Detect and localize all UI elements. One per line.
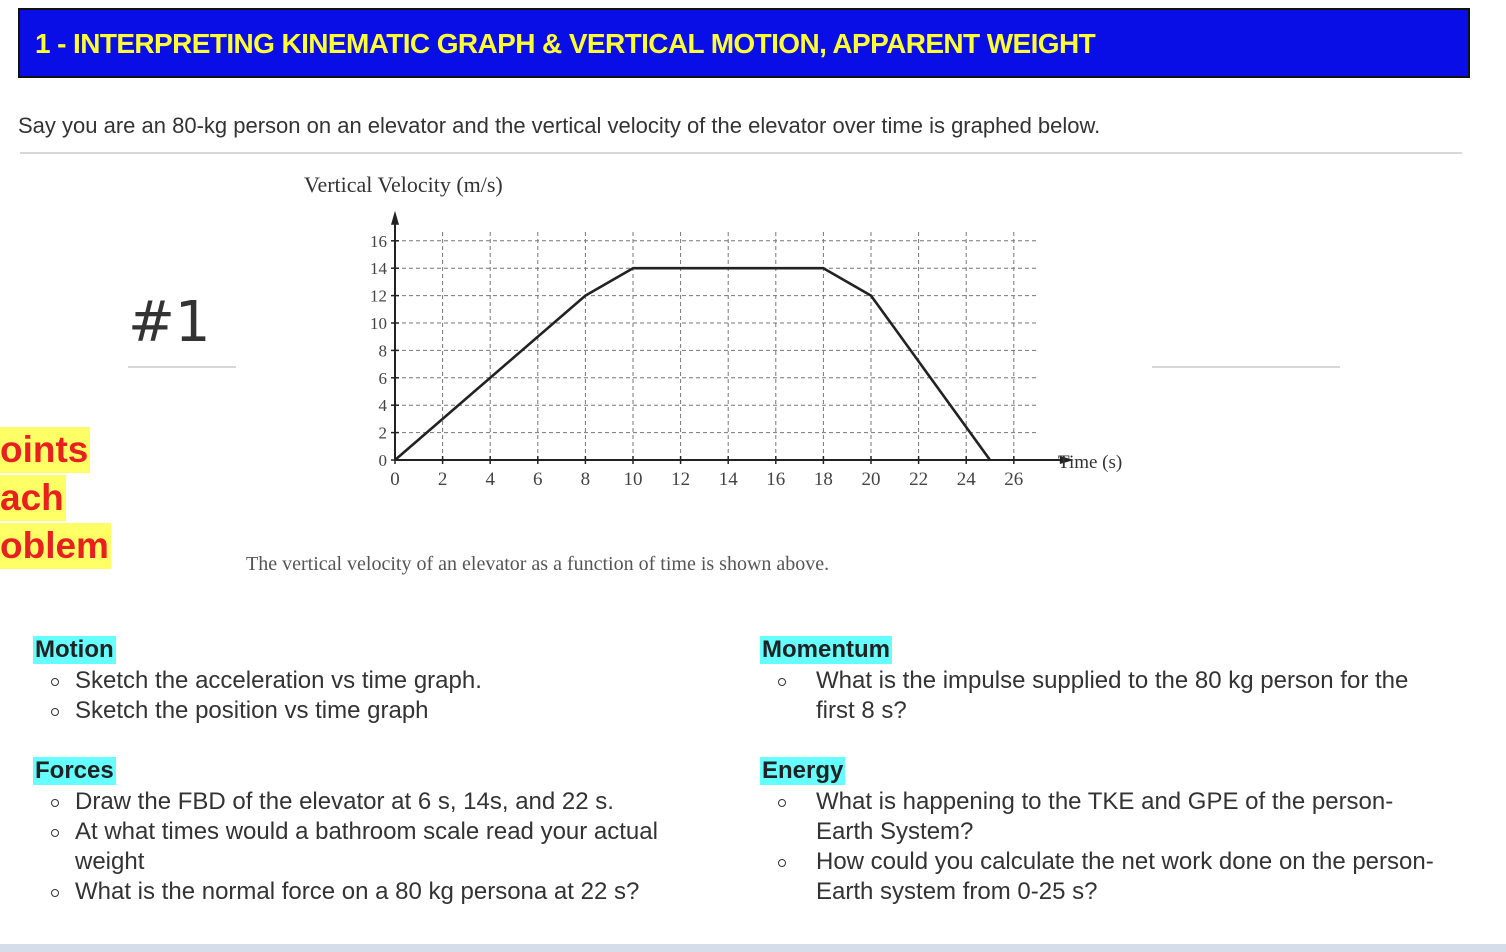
bottom-strip: [0, 944, 1506, 952]
number-underline: [128, 366, 236, 368]
question-list: [33, 666, 733, 726]
y-tick-label: 0: [378, 451, 387, 470]
question-list: [33, 787, 733, 907]
question-item: Sketch the position vs time graph: [33, 696, 733, 726]
section-heading: Forces: [35, 757, 114, 784]
x-tick-label: 12: [671, 469, 691, 490]
problem-number: #1: [128, 290, 211, 355]
x-tick-label: 6: [533, 469, 543, 490]
points-label-line-1: oints: [0, 427, 90, 473]
y-tick-label: 8: [378, 341, 387, 361]
x-tick-label: 24: [956, 469, 976, 490]
question-item: Draw the FBD of the elevator at 6 s, 14s, and 22 s.: [33, 787, 733, 817]
page-title: 1 - INTERPRETING KINEMATIC GRAPH & VERTICAL MOTION, APPARENT WEIGHT: [35, 28, 1096, 59]
question-item: At what times would a bathroom scale read your actual weight: [33, 817, 733, 877]
divider: [20, 152, 1462, 154]
section-heading: Momentum: [762, 636, 890, 663]
intro-text: Say you are an 80-kg person on an elevator and the vertical velocity of the elevator over time is graphed below.: [18, 113, 1101, 138]
velocity-time-chart: [240, 160, 1160, 510]
x-axis-label: Time (s): [1058, 452, 1123, 473]
y-tick-label: 6: [378, 368, 387, 388]
question-list: [760, 666, 1440, 726]
x-tick-label: 18: [813, 469, 833, 490]
section-heading: Energy: [762, 757, 844, 784]
x-tick-label: 22: [909, 469, 929, 490]
y-tick-label: 12: [370, 286, 387, 306]
question-item: What is the normal force on a 80 kg persona at 22 s?: [33, 877, 733, 907]
question-item: How could you calculate the net work done on the person-Earth system from 0-25 s?: [760, 847, 1440, 907]
y-tick-label: 16: [370, 231, 387, 251]
question-item: Sketch the acceleration vs time graph.: [33, 666, 733, 696]
chart-title: Vertical Velocity (m/s): [304, 172, 503, 197]
section-heading: Motion: [35, 636, 114, 663]
section-forces: [33, 757, 733, 907]
x-tick-label: 14: [718, 469, 738, 490]
x-tick-label: 16: [766, 469, 786, 490]
series-line: [395, 268, 990, 460]
x-tick-label: 26: [1004, 469, 1024, 490]
question-list: [760, 787, 1440, 907]
x-tick-label: 0: [390, 469, 400, 490]
y-tick-label: 14: [370, 259, 387, 279]
section-energy: [760, 757, 1440, 907]
y-tick-label: 2: [378, 423, 387, 443]
x-tick-label: 10: [623, 469, 643, 490]
question-item: What is the impulse supplied to the 80 kg person for the first 8 s?: [760, 666, 1440, 726]
points-label-line-3: oblem: [0, 523, 111, 569]
y-axis-arrow: [391, 211, 399, 225]
points-label-line-2: ach: [0, 475, 66, 521]
x-tick-label: 8: [580, 469, 591, 490]
chart-caption: The vertical velocity of an elevator as a function of time is shown above.: [246, 553, 830, 575]
y-tick-label: 4: [378, 396, 387, 416]
section-motion: [33, 636, 733, 726]
chart-grid: [395, 231, 1038, 460]
x-tick-label: 4: [485, 469, 495, 490]
question-item: What is happening to the TKE and GPE of the person-Earth System?: [760, 787, 1440, 847]
y-tick-label: 10: [370, 314, 387, 333]
side-divider: [1152, 366, 1340, 368]
title-banner: [18, 8, 1470, 78]
chart-series: [395, 268, 990, 460]
section-momentum: [760, 636, 1440, 726]
x-tick-label: 2: [437, 469, 448, 490]
x-tick-label: 20: [861, 469, 881, 490]
